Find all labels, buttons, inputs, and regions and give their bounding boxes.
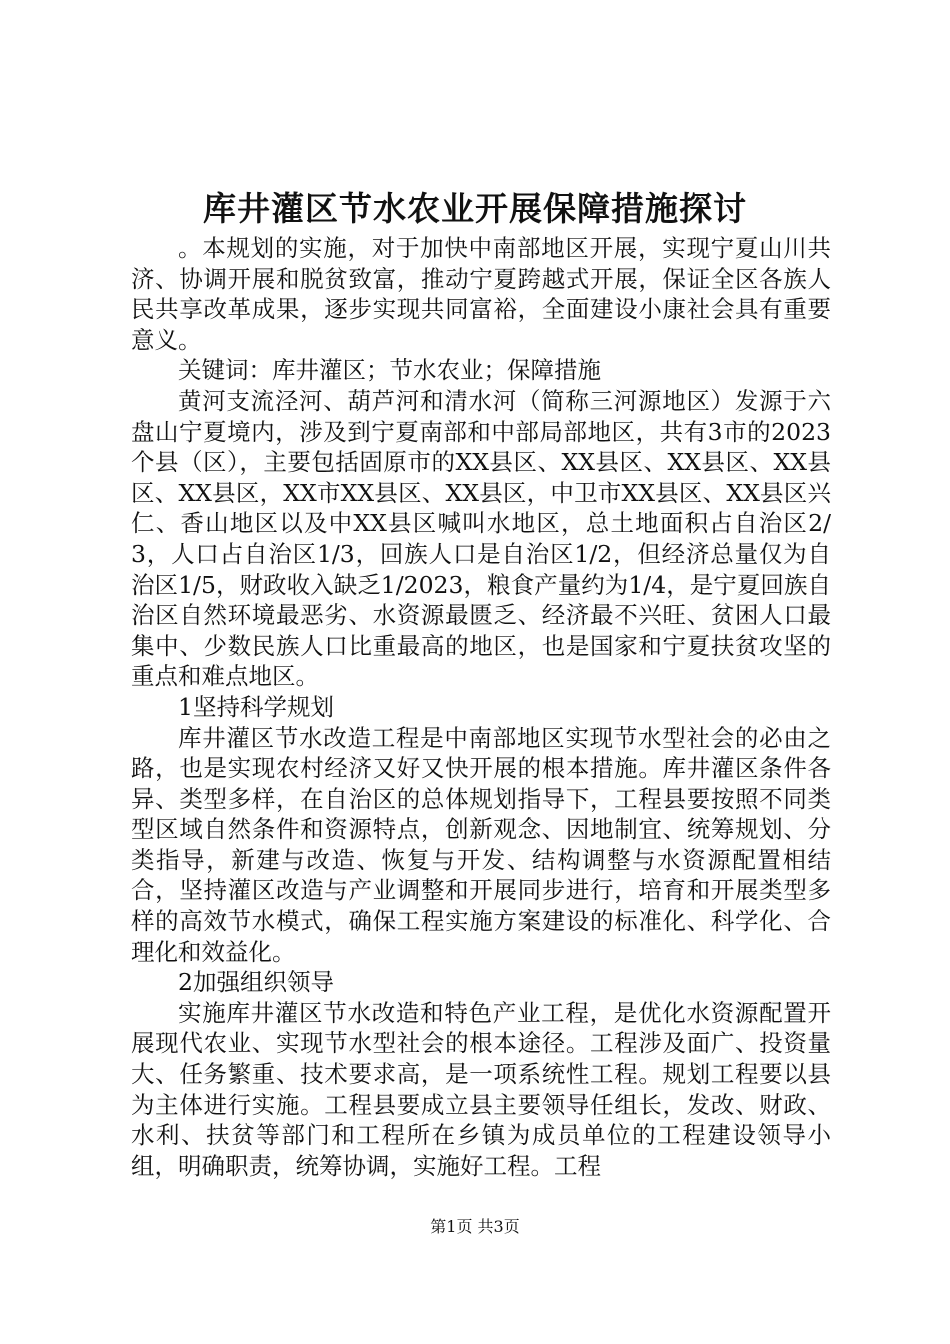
document-title: 库井灌区节水农业开展保障措施探讨 xyxy=(203,189,747,228)
keywords-line: 关键词：库井灌区；节水农业；保障措施 xyxy=(178,356,601,385)
paragraph-background: 黄河支流泾河、葫芦河和清水河（简称三河源地区）发源于六盘山宁夏境内，涉及到宁夏南部和中部局部地区，共有3市的2023个县（区），主要包括固原市的XX县区、XX县区、XX县区、XX县区、XX县区，XX市XX县区、XX县区，中卫市XX县区、XX县区兴仁、香山地区以及中XX县区喊叫水地区，总土地面积占自治区2/3，人口占自治区1/3，回族人口是自治区1/2，但经济总量仅为自治区1/5，财政收入缺乏1/2023，粮食产量约为1/4，是宁夏回族自治区自然环境最恶劣、水资源最匮乏、经济最不兴旺、贫困人口最集中、少数民族人口比重最高的地区，也是国家和宁夏扶贫攻坚的重点和难点地区。 xyxy=(131,386,831,691)
document-body xyxy=(131,233,831,1181)
paragraph-intro: 。本规划的实施，对于加快中南部地区开展，实现宁夏山川共济、协调开展和脱贫致富，推动宁夏跨越式开展，保证全区各族人民共享改革成果，逐步实现共同富裕，全面建设小康社会具有重要意义。 xyxy=(131,234,831,354)
section-heading-2: 2加强组织领导 xyxy=(178,968,334,997)
paragraph-section-1: 库井灌区节水改造工程是中南部地区实现节水型社会的必由之路，也是实现农村经济又好又快开展的根本措施。库井灌区条件各异、类型多样，在自治区的总体规划指导下，工程县要按照不同类型区域自然条件和资源特点，创新观念、因地制宜、统筹规划、分类指导，新建与改造、恢复与开发、结构调整与水资源配置相结合，坚持灌区改造与产业调整和开展同步进行，培育和开展类型多样的高效节水模式，确保工程实施方案建设的标准化、科学化、合理化和效益化。 xyxy=(131,723,831,966)
page-footer: 第1页 共3页 xyxy=(430,1217,520,1236)
section-heading-1: 1坚持科学规划 xyxy=(178,692,334,721)
paragraph-section-2: 实施库井灌区节水改造和特色产业工程，是优化水资源配置开展现代农业、实现节水型社会的根本途径。工程涉及面广、投资量大、任务繁重、技术要求高，是一项系统性工程。规划工程要以县为主体进行实施。工程县要成立县主要领导任组长，发改、财政、水利、扶贫等部门和工程所在乡镇为成员单位的工程建设领导小组，明确职责，统筹协调，实施好工程。工程 xyxy=(131,998,831,1180)
